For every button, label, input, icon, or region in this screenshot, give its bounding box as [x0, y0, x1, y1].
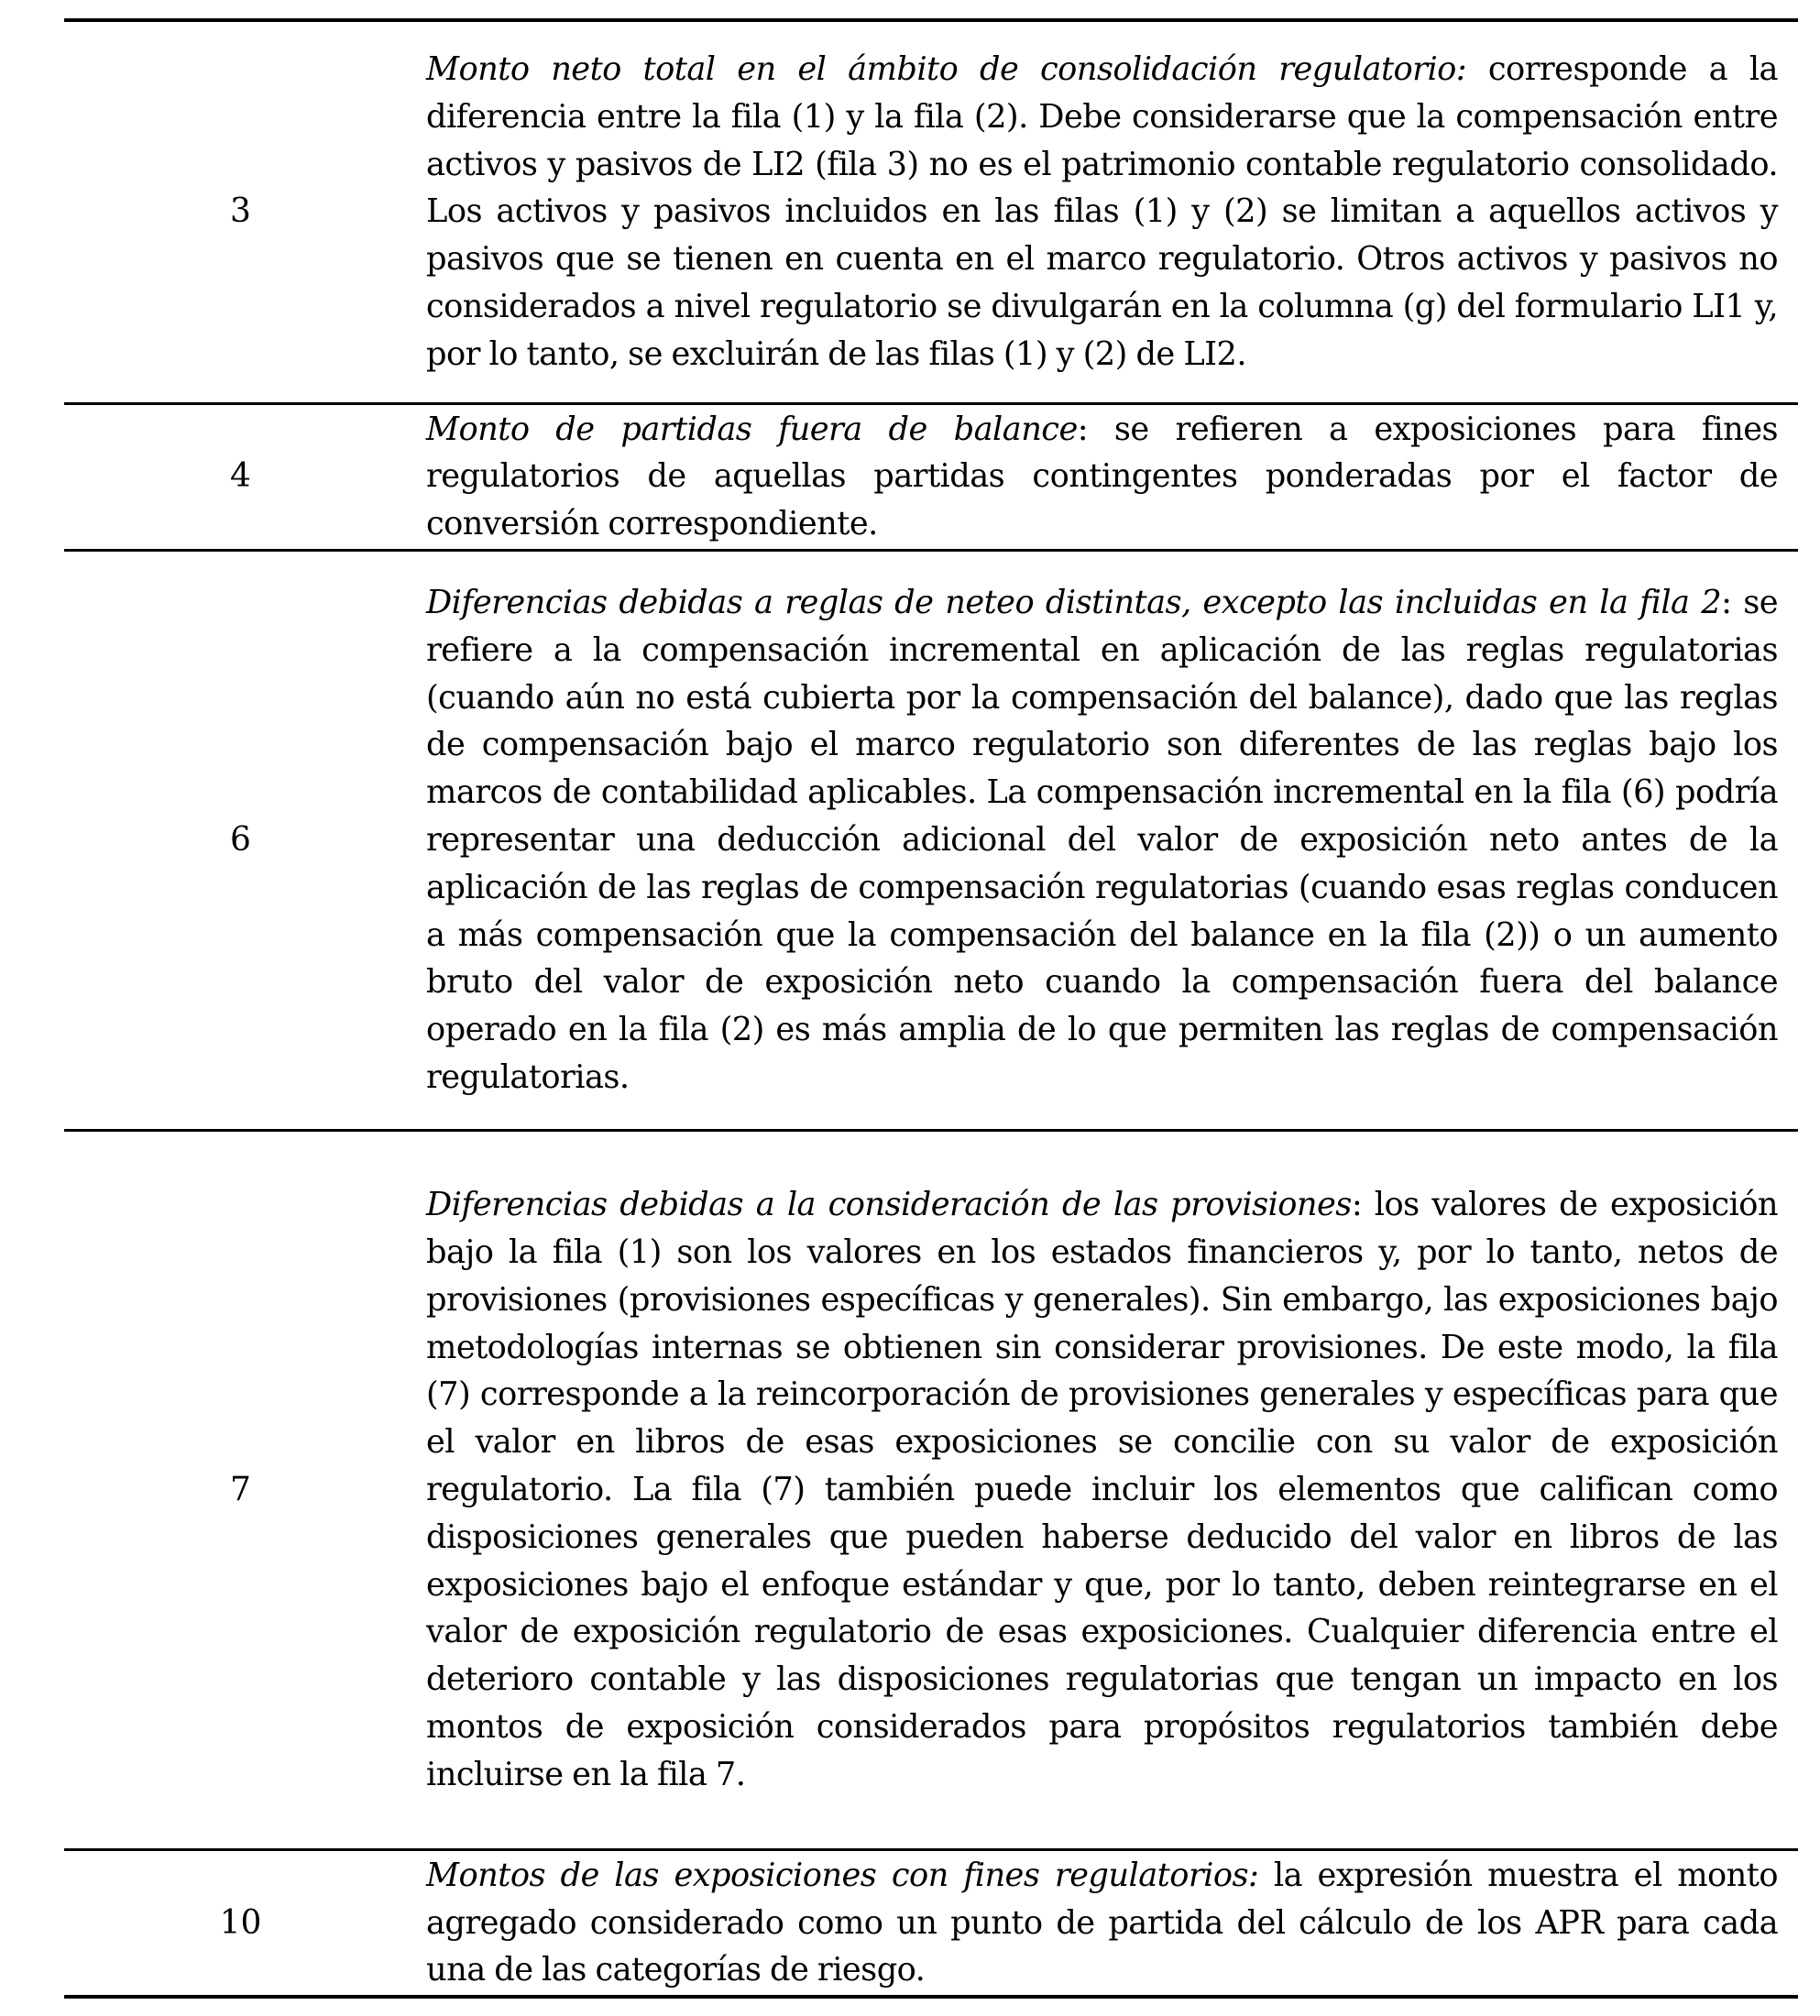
row-number-cell: [64, 550, 426, 1130]
row-title: Monto de partidas fuera de balance: [426, 410, 1078, 448]
row-number: 7: [230, 1470, 251, 1508]
row-title: Diferencias debidas a reglas de neteo distintas, excepto las incluidas en la fila 2: [426, 584, 1722, 621]
table-row-10: [64, 1849, 1798, 1997]
row-title: Montos de las exposiciones con fines regulatorios:: [426, 1856, 1259, 1894]
table-row-3: [64, 20, 1798, 403]
row-body: corresponde a la diferencia entre la fila (1) y la fila (2). Debe considerarse que la compensación entre activos y pasivos de LI2 (fila 3) no es el patrimonio contable regulatorio consolidado. Los activos y pasivos incluidos en las filas (1) y (2) se limitan a aquellos activos y pasivos que se tienen en cuenta en el marco regulatorio. Otros activos y pasivos no considerados a nivel regulatorio se divulgarán en la columna (g) del formulario LI1 y, por lo tanto, se excluirán de las filas (1) y (2) de LI2.: [426, 49, 1778, 373]
definitions-table: [64, 18, 1798, 1999]
row-number: 10: [219, 1903, 262, 1942]
row-number-cell: [64, 403, 426, 550]
row-body: : los valores de exposición bajo la fila (1) son los valores en los estados financieros y, por lo tanto, netos de provisiones (provisiones específicas y generales). Sin embargo, las exposiciones bajo metodologías internas se obtienen sin considerar provisiones. De este modo, la fila (7) corresponde a la reincorporación de provisiones generales y específicas para que el valor en libros de esas exposiciones se concilie con su valor de exposición regulatorio. La fila (7) también puede incluir los elementos que califican como disposiciones generales que pueden haberse deducido del valor en libros de las exposiciones bajo el enfoque estándar y que, por lo tanto, deben reintegrarse en el valor de exposición regulatorio de esas exposiciones. Cualquier diferencia entre el deterioro contable y las disposiciones regulatorias que tengan un impacto en los montos de exposición considerados para propósitos regulatorios también debe incluirse en la fila 7.: [426, 1186, 1779, 1793]
row-title: Monto neto total en el ámbito de consolidación regulatorio:: [426, 49, 1467, 88]
row-description-cell: [426, 20, 1798, 403]
row-description-cell: [426, 550, 1798, 1130]
row-description-cell: [426, 1130, 1798, 1849]
table-row-6: [64, 550, 1798, 1130]
row-description-cell: [426, 403, 1798, 550]
row-number: 6: [230, 820, 251, 859]
row-description-cell: [426, 1849, 1798, 1997]
row-number-cell: [64, 1849, 426, 1997]
row-body: : se refieren a exposiciones para fines regulatorios de aquellas partidas contingentes ponderadas por el factor de conversión correspondiente.: [426, 410, 1778, 543]
row-number-cell: [64, 1130, 426, 1849]
row-number: 3: [230, 192, 251, 231]
table-row-4: [64, 403, 1798, 550]
row-body: : se refiere a la compensación incremental en aplicación de las reglas regulatorias (cuando aún no está cubierta por la compensación del balance), dado que las reglas de compensación bajo el marco regulatorio son diferentes de las reglas bajo los marcos de contabilidad aplicables. La compensación incremental en la fila (6) podría representar una deducción adicional del valor de exposición neto antes de la aplicación de las reglas de compensación regulatorias (cuando esas reglas conducen a más compensación que la compensación del balance en la fila (2)) o un aumento bruto del valor de exposición neto cuando la compensación fuera del balance operado en la fila (2) es más amplia de lo que permiten las reglas de compensación regulatorias.: [426, 584, 1778, 1096]
row-body: la expresión muestra el monto agregado considerado como un punto de partida del cálculo de los APR para cada una de las categorías de riesgo.: [426, 1856, 1778, 1989]
row-number: 4: [230, 457, 251, 496]
table-row-7: [64, 1130, 1798, 1849]
row-title: Diferencias debidas a la consideración de las provisiones: [426, 1186, 1352, 1224]
row-number-cell: [64, 20, 426, 403]
